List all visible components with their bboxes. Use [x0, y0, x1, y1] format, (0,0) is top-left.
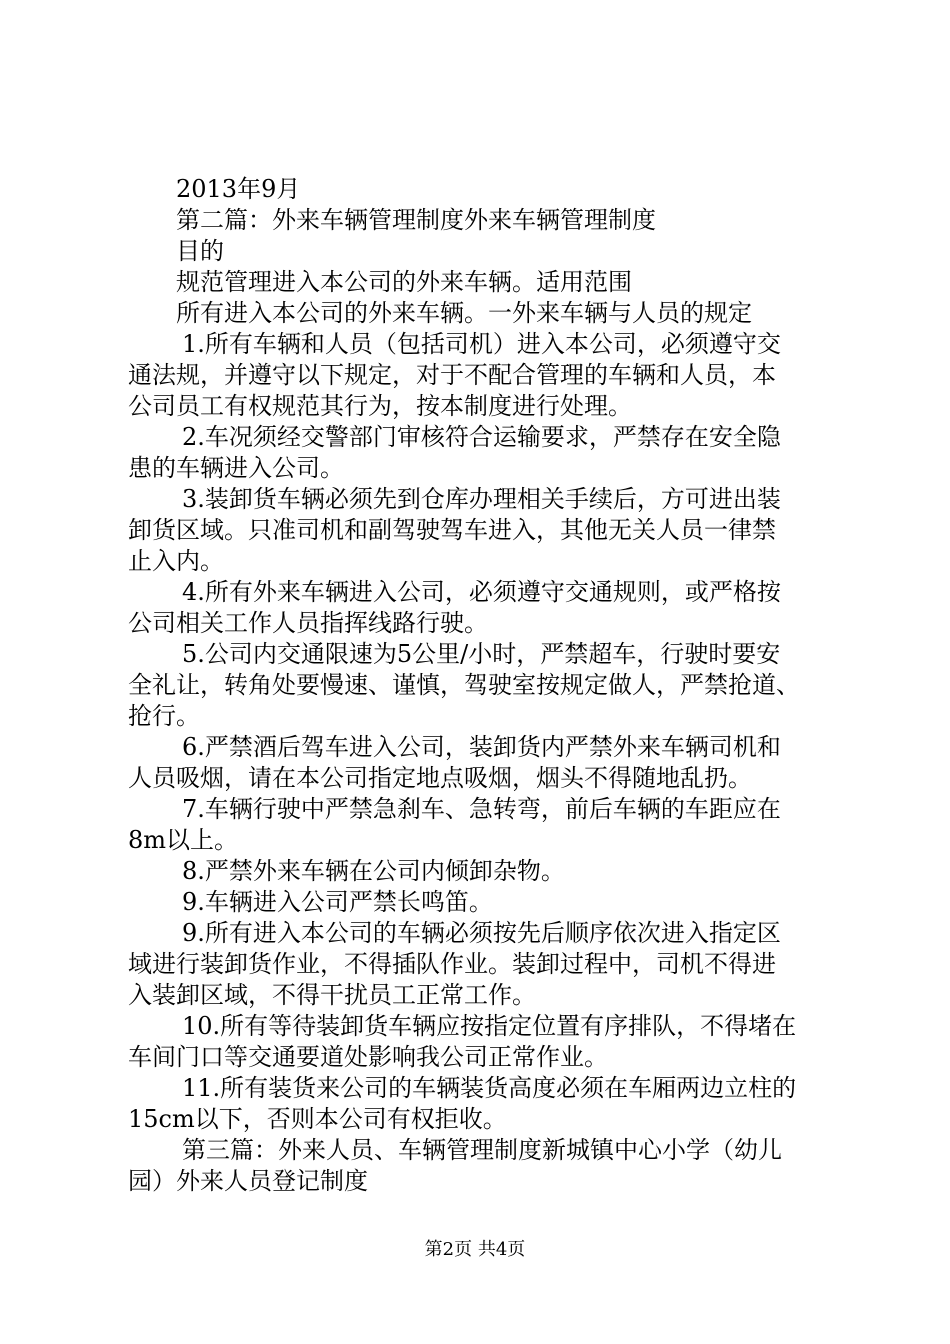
text-line: 9.所有进入本公司的车辆必须按先后顺序依次进入指定区 — [182, 919, 781, 947]
text-line: 7.车辆行驶中严禁急刹车、急转弯，前后车辆的车距应在 — [182, 795, 781, 823]
text-line: 3.装卸货车辆必须先到仓库办理相关手续后，方可进出装 — [182, 485, 781, 513]
text-line: 2013年9月 — [176, 175, 301, 203]
text-line: 域进行装卸货作业，不得插队作业。装卸过程中，司机不得进 — [128, 950, 776, 978]
text-line: 15cm以下，否则本公司有权拒收。 — [128, 1105, 507, 1133]
text-line: 公司相关工作人员指挥线路行驶。 — [128, 609, 488, 637]
text-line: 5.公司内交通限速为5公里/小时，严禁超车，行驶时要安 — [182, 640, 781, 668]
text-line: 全礼让，转角处要慢速、谨慎，驾驶室按规定做人，严禁抢道、 — [128, 671, 800, 699]
text-line: 公司员工有权规范其行为，按本制度进行处理。 — [128, 392, 632, 420]
text-line: 6.严禁酒后驾车进入公司，装卸货内严禁外来车辆司机和 — [182, 733, 781, 761]
text-line: 人员吸烟，请在本公司指定地点吸烟，烟头不得随地乱扔。 — [128, 764, 752, 792]
text-line: 园）外来人员登记制度 — [128, 1167, 368, 1195]
text-line: 第三篇：外来人员、车辆管理制度新城镇中心小学（幼儿 — [182, 1136, 782, 1164]
text-line: 目的 — [176, 237, 224, 265]
text-line: 抢行。 — [128, 702, 200, 730]
text-line: 2.车况须经交警部门审核符合运输要求，严禁存在安全隐 — [182, 423, 781, 451]
text-line: 规范管理进入本公司的外来车辆。适用范围 — [176, 268, 632, 296]
text-line: 入装卸区域，不得干扰员工正常工作。 — [128, 981, 536, 1009]
text-line: 4.所有外来车辆进入公司，必须遵守交通规则，或严格按 — [182, 578, 781, 606]
text-line: 患的车辆进入公司。 — [128, 454, 344, 482]
text-line: 通法规，并遵守以下规定，对于不配合管理的车辆和人员，本 — [128, 361, 776, 389]
text-line: 第二篇：外来车辆管理制度外来车辆管理制度 — [176, 206, 656, 234]
page-footer: 第2页 共4页 — [424, 1239, 526, 1260]
text-line: 所有进入本公司的外来车辆。一外来车辆与人员的规定 — [176, 299, 752, 327]
text-line: 卸货区域。只准司机和副驾驶驾车进入，其他无关人员一律禁 — [128, 516, 776, 544]
text-line: 9.车辆进入公司严禁长鸣笛。 — [182, 888, 493, 916]
text-line: 8.严禁外来车辆在公司内倾卸杂物。 — [182, 857, 565, 885]
text-line: 8m以上。 — [128, 826, 239, 854]
text-line: 10.所有等待装卸货车辆应按指定位置有序排队，不得堵在 — [182, 1012, 797, 1040]
text-line: 止入内。 — [128, 547, 224, 575]
text-line: 车间门口等交通要道处影响我公司正常作业。 — [128, 1043, 608, 1071]
text-line: 11.所有装货来公司的车辆装货高度必须在车厢两边立柱的 — [182, 1074, 797, 1102]
text-line: 1.所有车辆和人员（包括司机）进入本公司，必须遵守交 — [182, 330, 781, 358]
document-body — [128, 174, 828, 1197]
